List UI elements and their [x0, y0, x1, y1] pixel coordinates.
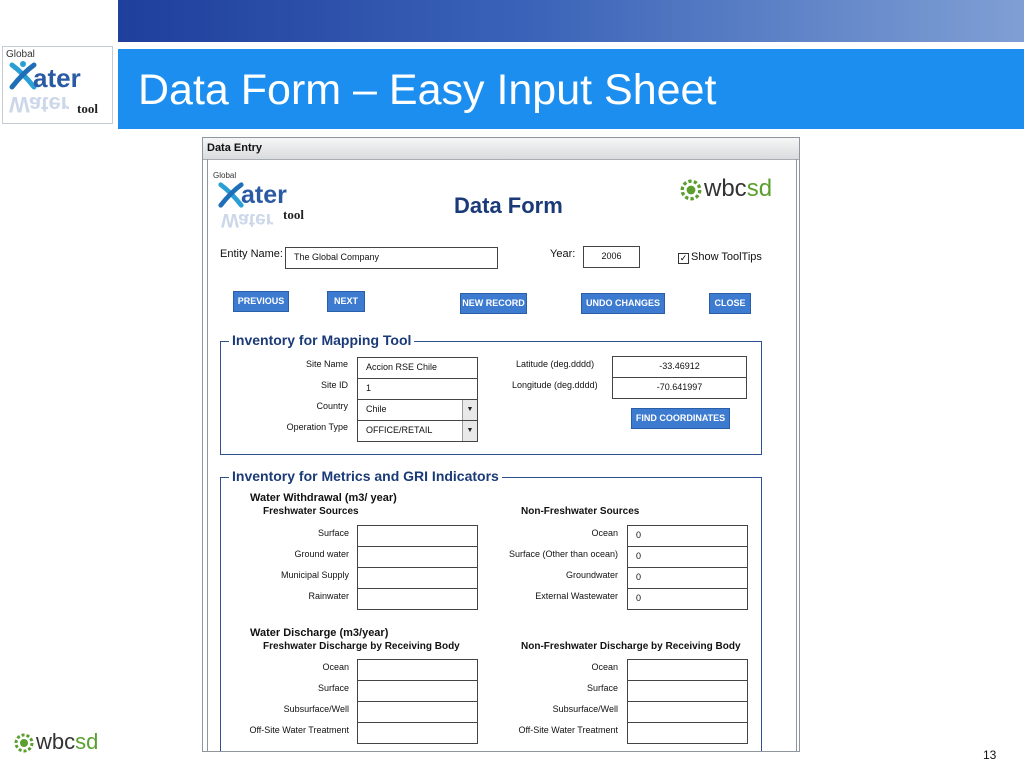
dropdown-arrow-icon[interactable]: ▼ — [462, 421, 477, 441]
undo-changes-button[interactable]: UNDO CHANGES — [581, 293, 665, 314]
metrics-group-title: Inventory for Metrics and GRI Indicators — [229, 468, 502, 484]
fresh-rain-input[interactable] — [357, 588, 478, 610]
page-number: 13 — [983, 748, 997, 762]
fresh-dis-surface-label: Surface — [317, 683, 349, 693]
fresh-surface-label: Surface — [317, 528, 349, 538]
nonfresh-sources-heading: Non-Freshwater Sources — [521, 506, 640, 517]
fresh-dis-subsurface-input[interactable] — [357, 701, 478, 723]
window-title-bar — [203, 138, 799, 160]
fresh-surface-input[interactable] — [357, 525, 478, 547]
year-input[interactable]: 2006 — [583, 246, 640, 268]
nonfresh-ocean-input[interactable]: 0 — [627, 525, 748, 547]
nonfresh-ground-label: Groundwater — [565, 570, 618, 580]
form-logo-tool: tool — [283, 207, 304, 222]
fresh-dis-offsite-label: Off-Site Water Treatment — [249, 725, 349, 735]
nonfresh-dis-surface-label: Surface — [586, 683, 618, 693]
fresh-municipal-input[interactable] — [357, 567, 478, 589]
data-entry-window — [202, 137, 800, 752]
nonfresh-discharge-heading: Non-Freshwater Discharge by Receiving Body — [521, 641, 741, 652]
wbcsd-text: wbcsd — [36, 729, 99, 754]
operation-type-select[interactable] — [357, 420, 478, 442]
fresh-municipal-label: Municipal Supply — [280, 570, 349, 580]
form-logo-global: Global — [213, 171, 237, 180]
show-tooltips-label: Show ToolTips — [691, 251, 762, 263]
fresh-dis-ocean-input[interactable] — [357, 659, 478, 681]
nonfresh-dis-offsite-label: Off-Site Water Treatment — [518, 725, 618, 735]
fresh-sources-heading: Freshwater Sources — [263, 506, 359, 517]
logo-reflection: Water — [9, 92, 70, 117]
form-wbcsd-logo — [680, 175, 795, 201]
form-title: Data Form — [454, 193, 563, 218]
latitude-label: Latitude (deg.dddd) — [516, 359, 595, 369]
fresh-dis-ocean-label: Ocean — [322, 662, 349, 672]
form-wbcsd-gear-icon — [680, 179, 702, 201]
form-logo-water: ater — [241, 181, 287, 209]
fresh-dis-offsite-input[interactable] — [357, 722, 478, 744]
logo-tool-text: tool — [77, 101, 98, 116]
nonfresh-ground-input[interactable]: 0 — [627, 567, 748, 589]
nonfresh-dis-subsurface-input[interactable] — [627, 701, 748, 723]
discharge-heading: Water Discharge (m3/year) — [250, 627, 389, 639]
country-value: Chile — [366, 404, 387, 414]
country-label: Country — [316, 401, 348, 411]
operation-type-label: Operation Type — [286, 422, 348, 432]
nonfresh-wastewater-label: External Wastewater — [535, 591, 618, 601]
fresh-ground-label: Ground water — [294, 549, 349, 559]
year-label: Year: — [550, 248, 576, 260]
longitude-label: Longitude (deg.dddd) — [512, 380, 598, 390]
nonfresh-dis-ocean-label: Ocean — [591, 662, 618, 672]
previous-button[interactable]: PREVIOUS — [233, 291, 289, 312]
operation-type-value: OFFICE/RETAIL — [366, 425, 433, 435]
nonfresh-dis-offsite-input[interactable] — [627, 722, 748, 744]
nonfresh-wastewater-input[interactable]: 0 — [627, 588, 748, 610]
entity-name-label: Entity Name: — [220, 248, 283, 260]
site-name-input[interactable]: Accion RSE Chile — [357, 357, 478, 379]
global-water-tool-logo — [2, 46, 113, 124]
site-id-label: Site ID — [320, 380, 348, 390]
nonfresh-dis-subsurface-label: Subsurface/Well — [552, 704, 618, 714]
longitude-input[interactable]: -70.641997 — [612, 377, 747, 399]
nonfresh-surface-input[interactable]: 0 — [627, 546, 748, 568]
slide-title: Data Form – Easy Input Sheet — [138, 66, 717, 114]
find-coordinates-button[interactable]: FIND COORDINATES — [631, 408, 730, 429]
show-tooltips-checkbox[interactable]: ✓ — [679, 253, 688, 263]
fresh-dis-subsurface-label: Subsurface/Well — [283, 704, 349, 714]
form-logo-reflection: Water — [221, 209, 274, 230]
country-select[interactable] — [357, 399, 478, 421]
form-body — [207, 159, 797, 752]
nonfresh-dis-ocean-input[interactable] — [627, 659, 748, 681]
latitude-input[interactable]: -33.46912 — [612, 356, 747, 378]
site-name-label: Site Name — [305, 359, 348, 369]
form-water-tool-logo — [213, 171, 323, 231]
logo-water-text: ater — [33, 63, 81, 93]
wbcsd-gear-icon — [14, 733, 34, 753]
next-button[interactable]: NEXT — [327, 291, 365, 312]
entity-name-input[interactable]: The Global Company — [285, 247, 498, 269]
fresh-ground-input[interactable] — [357, 546, 478, 568]
nonfresh-surface-label: Surface (Other than ocean) — [508, 549, 618, 559]
form-wbcsd-text: wbcsd — [704, 175, 773, 202]
close-button[interactable]: CLOSE — [709, 293, 751, 314]
fresh-dis-surface-input[interactable] — [357, 680, 478, 702]
fresh-discharge-heading: Freshwater Discharge by Receiving Body — [263, 641, 460, 652]
fresh-rain-label: Rainwater — [308, 591, 349, 601]
logo-global-text: Global — [6, 49, 35, 60]
top-banner — [118, 0, 1024, 42]
site-id-input[interactable]: 1 — [357, 378, 478, 400]
window-title: Data Entry — [207, 142, 263, 154]
dropdown-arrow-icon[interactable]: ▼ — [462, 400, 477, 420]
withdrawal-heading: Water Withdrawal (m3/ year) — [250, 492, 397, 504]
new-record-button[interactable]: NEW RECORD — [460, 293, 527, 314]
wbcsd-logo-footer — [14, 728, 124, 758]
nonfresh-dis-surface-input[interactable] — [627, 680, 748, 702]
nonfresh-ocean-label: Ocean — [591, 528, 618, 538]
mapping-group-title: Inventory for Mapping Tool — [229, 332, 414, 348]
